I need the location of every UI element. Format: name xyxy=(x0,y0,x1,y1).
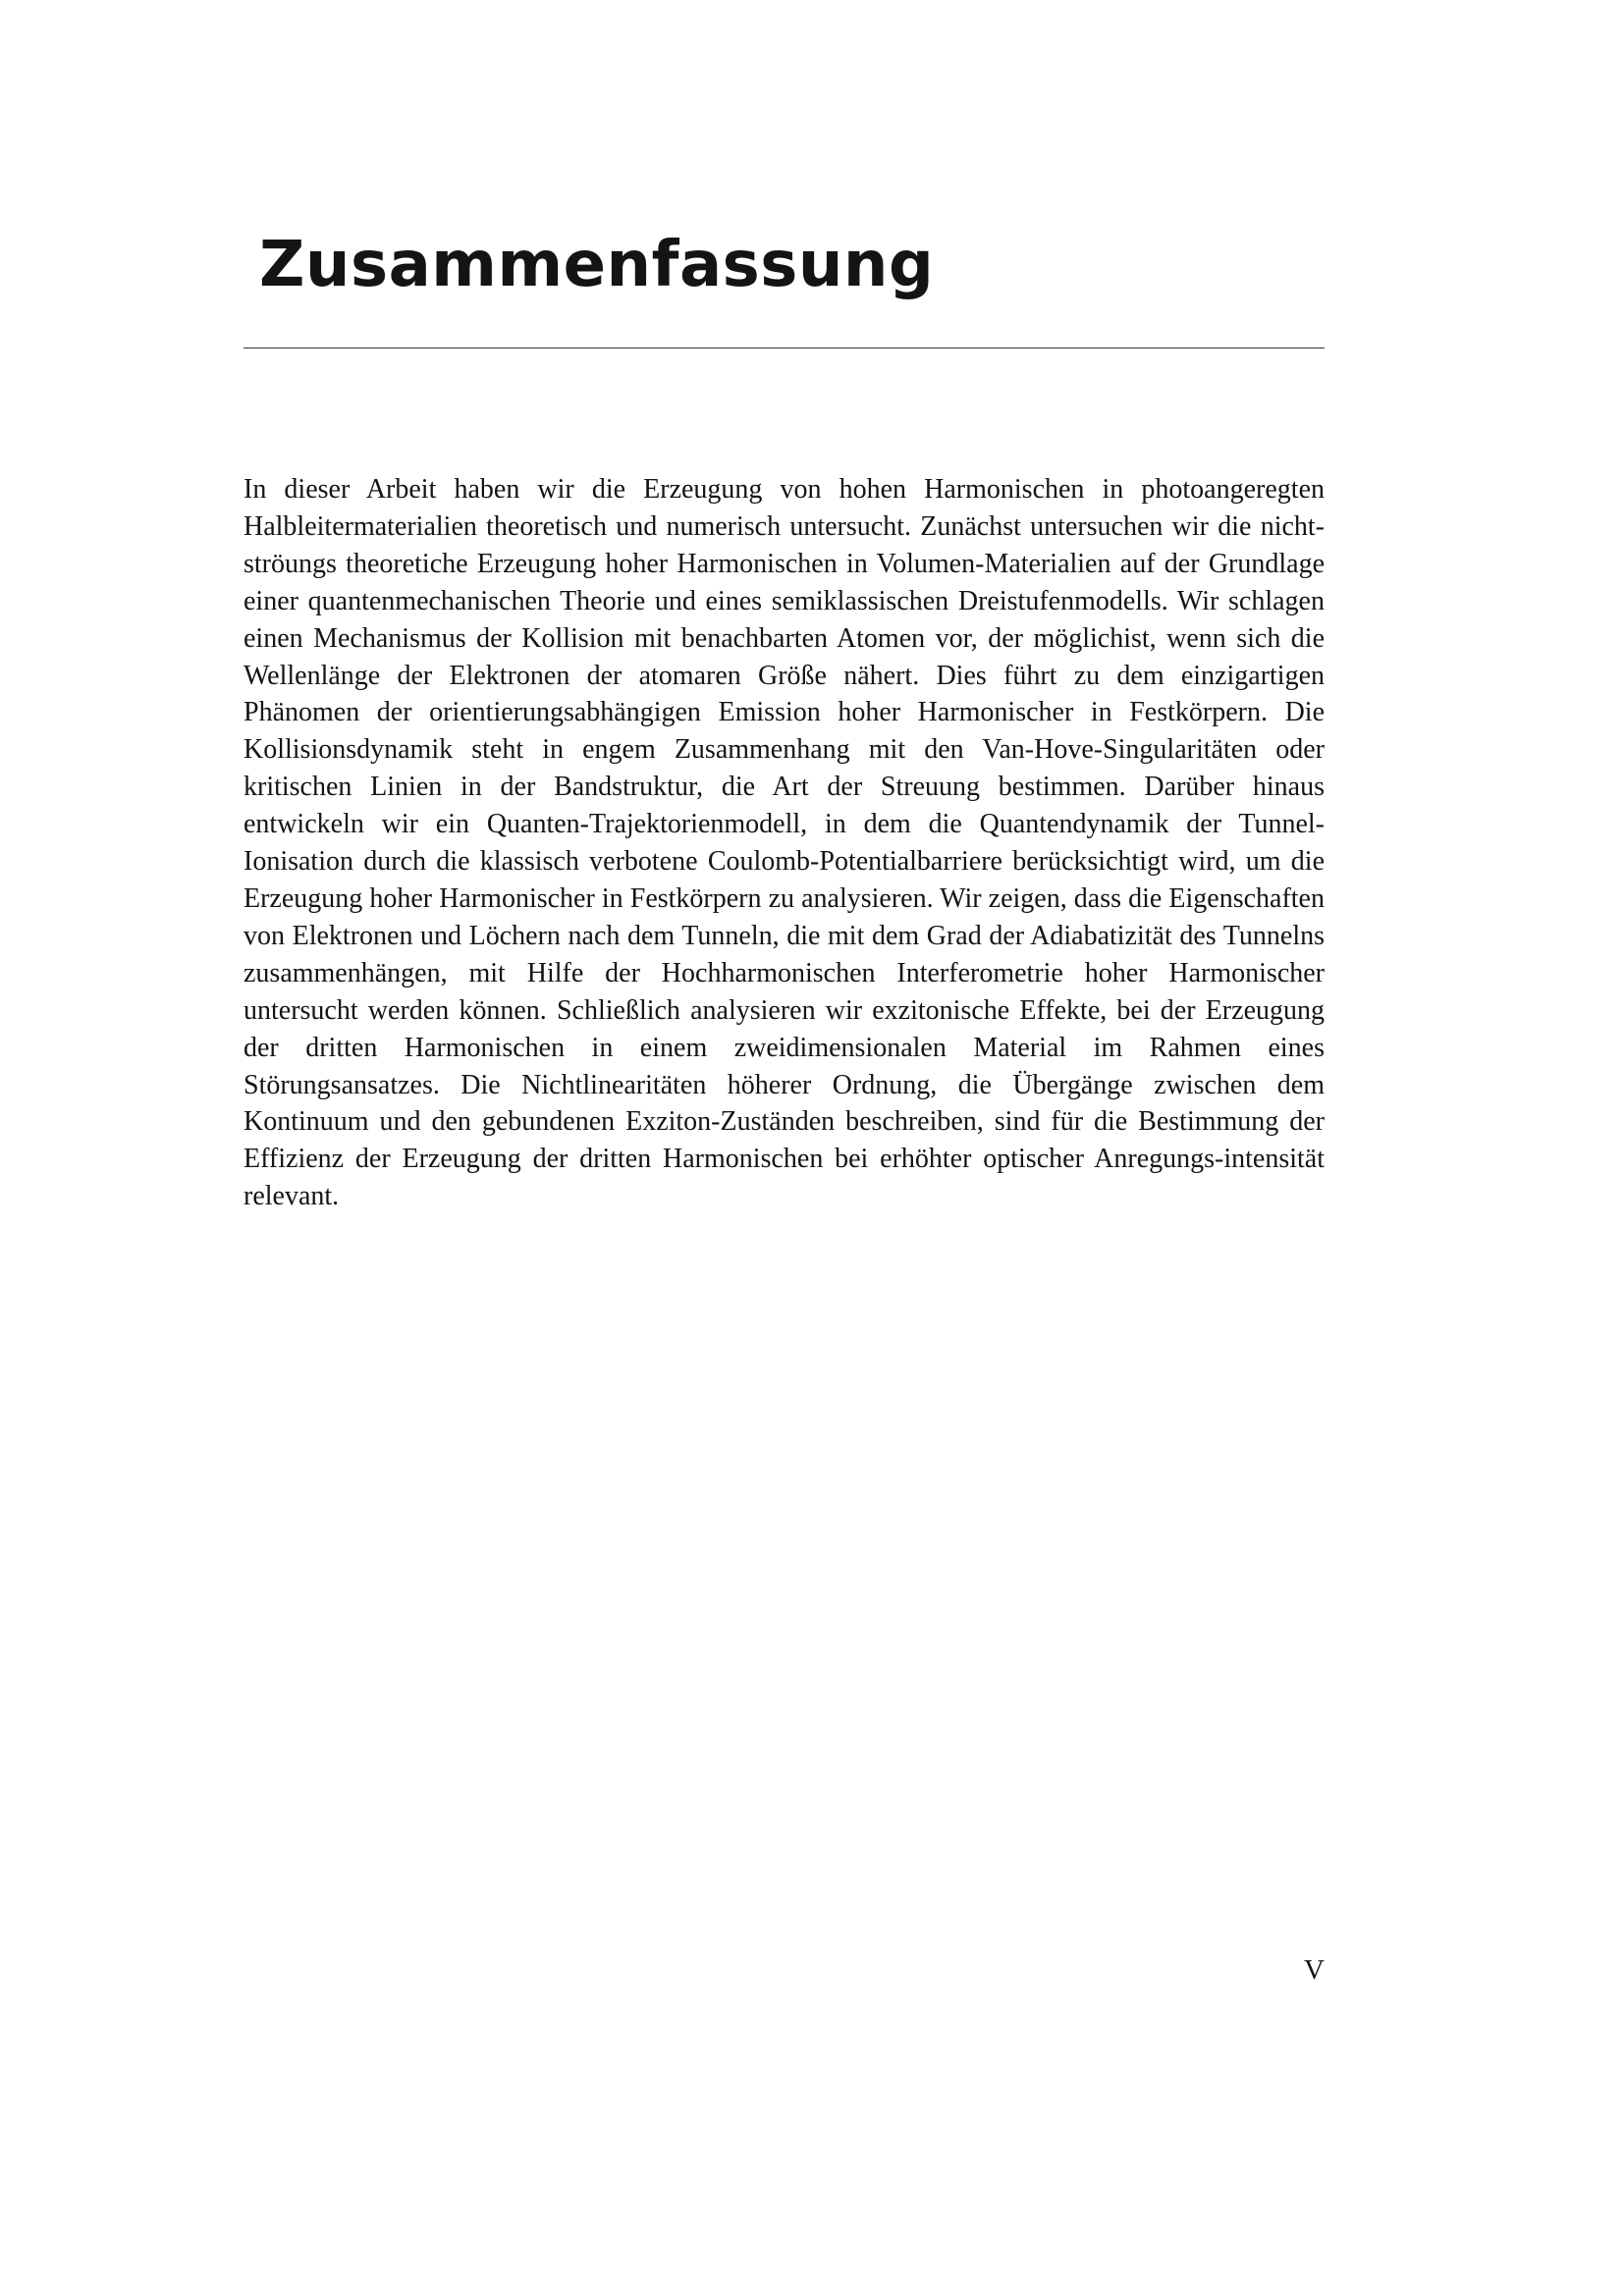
chapter-title: Zusammenfassung xyxy=(259,229,935,301)
abstract-paragraph: In dieser Arbeit haben wir die Erzeugung von hohen Harmonischen in photoangeregten Halbleitermaterialien theoretisch und numerisch untersucht. Zunächst untersuchen wir die nicht-ströungs theoretiche Erzeugung hoher Harmonischen in Volumen-Materialien auf der Grundlage einer quantenmechanischen Theorie und eines semiklassischen Dreistufenmodells. Wir schlagen einen Mechanismus der Kollision mit benachbarten Atomen vor, der möglichist, wenn sich die Wellenlänge der Elektronen der atomaren Größe nähert. Dies führt zu dem einzigartigen Phänomen der orientierungsabhängigen Emission hoher Harmonischer in Festkörpern. Die Kollisionsdynamik steht in engem Zusammenhang mit den Van-Hove-Singularitäten oder kritischen Linien in der Bandstruktur, die Art der Streuung bestimmen. Darüber hinaus entwickeln wir ein Quanten-Trajektorienmodell, in dem die Quantendynamik der Tunnel-Ionisation durch die klassisch verbotene Coulomb-Potentialbarriere berücksichtigt wird, um die Erzeugung hoher Harmonischer in Festkörpern zu analysieren. Wir zeigen, dass die Eigenschaften von Elektronen und Löchern nach dem Tunneln, die mit dem Grad der Adiabatizität des Tunnelns zusammenhängen, mit Hilfe der Hochharmonischen Interferometrie hoher Harmonischer untersucht werden können. Schließlich analysieren wir exzitonische Effekte, bei der Erzeugung der dritten Harmonischen in einem zweidimensionalen Material im Rahmen eines Störungsansatzes. Die Nichtlinearitäten höherer Ordnung, die Übergänge zwischen dem Kontinuum und den gebundenen Exziton-Zuständen beschreiben, sind für die Bestimmung der Effizienz der Erzeugung der dritten Harmonischen bei erhöhter optischer Anregungs-intensität relevant. xyxy=(244,474,1325,1212)
title-divider xyxy=(244,347,1325,348)
page-number: V xyxy=(1304,1954,1325,1986)
